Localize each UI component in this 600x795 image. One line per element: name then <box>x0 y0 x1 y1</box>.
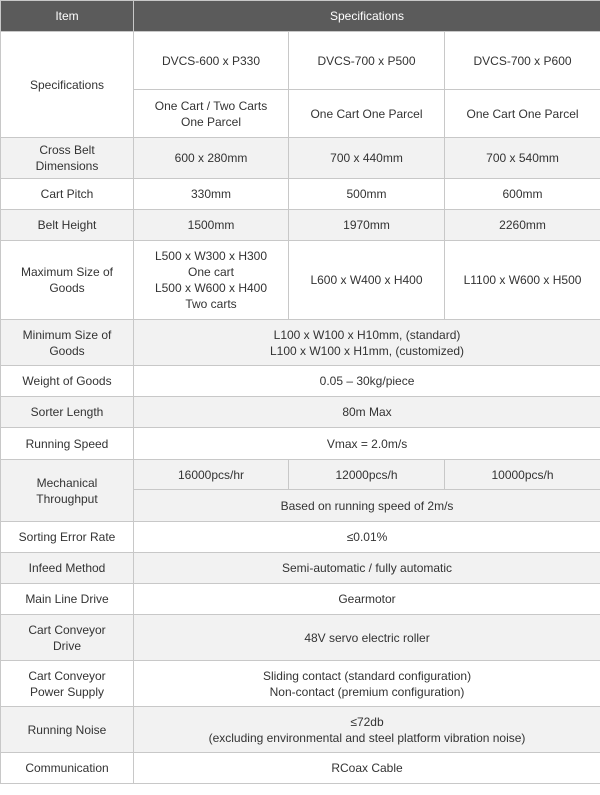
sorter-length-value: 80m Max <box>134 397 600 428</box>
row-cross-belt <box>1 138 600 179</box>
model-c: DVCS-700 x P600 <box>445 32 600 90</box>
label-main-drive: Main Line Drive <box>1 584 134 615</box>
belt-height-b: 1970mm <box>289 210 445 241</box>
row-power-supply <box>1 661 600 707</box>
row-cart-pitch <box>1 179 600 210</box>
row-running-speed <box>1 428 600 460</box>
error-rate-value: ≤0.01% <box>134 522 600 553</box>
cart-pitch-a: 330mm <box>134 179 289 210</box>
throughput-b: 12000pcs/h <box>289 460 445 490</box>
max-size-c: L1100 x W600 x H500 <box>445 241 600 320</box>
row-specifications-models <box>1 32 600 90</box>
running-speed-value: Vmax = 2.0m/s <box>134 428 600 460</box>
max-size-a: L500 x W300 x H300 One cart L500 x W600 x H400 Two carts <box>134 241 289 320</box>
label-running-speed: Running Speed <box>1 428 134 460</box>
belt-height-c: 2260mm <box>445 210 600 241</box>
label-error-rate: Sorting Error Rate <box>1 522 134 553</box>
label-specifications: Specifications <box>1 32 134 138</box>
cart-drive-value: 48V servo electric roller <box>134 615 600 661</box>
row-throughput <box>1 460 600 490</box>
carts-b: One Cart One Parcel <box>289 90 445 138</box>
main-drive-value: Gearmotor <box>134 584 600 615</box>
throughput-a: 16000pcs/hr <box>134 460 289 490</box>
header-specifications: Specifications <box>134 1 600 32</box>
noise-value: ≤72db (excluding environmental and steel platform vibration noise) <box>134 707 600 753</box>
cross-belt-b: 700 x 440mm <box>289 138 445 179</box>
carts-c: One Cart One Parcel <box>445 90 600 138</box>
label-communication: Communication <box>1 753 134 784</box>
power-supply-value: Sliding contact (standard configuration) Non-contact (premium configuration) <box>134 661 600 707</box>
row-sorter-length <box>1 397 600 428</box>
model-b: DVCS-700 x P500 <box>289 32 445 90</box>
model-a: DVCS-600 x P330 <box>134 32 289 90</box>
carts-a: One Cart / Two Carts One Parcel <box>134 90 289 138</box>
throughput-c: 10000pcs/h <box>445 460 600 490</box>
row-belt-height <box>1 210 600 241</box>
label-sorter-length: Sorter Length <box>1 397 134 428</box>
label-cross-belt: Cross Belt Dimensions <box>1 138 134 179</box>
row-error-rate <box>1 522 600 553</box>
header-row <box>1 1 600 32</box>
cart-pitch-c: 600mm <box>445 179 600 210</box>
row-noise <box>1 707 600 753</box>
header-item: Item <box>1 1 134 32</box>
label-min-size: Minimum Size of Goods <box>1 320 134 366</box>
label-infeed: Infeed Method <box>1 553 134 584</box>
belt-height-a: 1500mm <box>134 210 289 241</box>
row-infeed <box>1 553 600 584</box>
communication-value: RCoax Cable <box>134 753 600 784</box>
row-min-size <box>1 320 600 366</box>
row-communication <box>1 753 600 784</box>
label-belt-height: Belt Height <box>1 210 134 241</box>
label-throughput: Mechanical Throughput <box>1 460 134 522</box>
label-cart-pitch: Cart Pitch <box>1 179 134 210</box>
label-power-supply: Cart Conveyor Power Supply <box>1 661 134 707</box>
max-size-b: L600 x W400 x H400 <box>289 241 445 320</box>
cross-belt-c: 700 x 540mm <box>445 138 600 179</box>
cross-belt-a: 600 x 280mm <box>134 138 289 179</box>
cart-pitch-b: 500mm <box>289 179 445 210</box>
weight-value: 0.05 – 30kg/piece <box>134 366 600 397</box>
min-size-value: L100 x W100 x H10mm, (standard) L100 x W100 x H1mm, (customized) <box>134 320 600 366</box>
throughput-note: Based on running speed of 2m/s <box>134 490 600 522</box>
label-weight: Weight of Goods <box>1 366 134 397</box>
label-max-size: Maximum Size of Goods <box>1 241 134 320</box>
row-cart-drive <box>1 615 600 661</box>
label-cart-drive: Cart Conveyor Drive <box>1 615 134 661</box>
row-main-drive <box>1 584 600 615</box>
row-weight <box>1 366 600 397</box>
label-noise: Running Noise <box>1 707 134 753</box>
row-max-size <box>1 241 600 320</box>
infeed-value: Semi-automatic / fully automatic <box>134 553 600 584</box>
